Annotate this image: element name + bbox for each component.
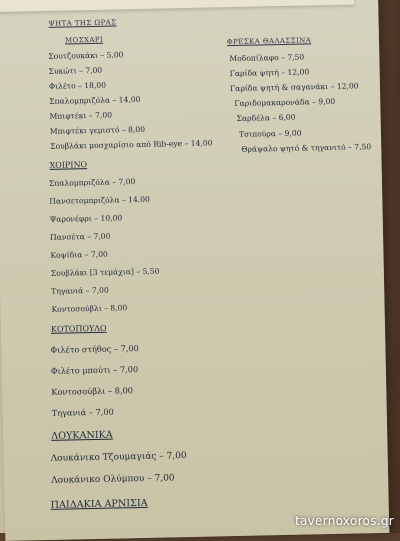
sausages-heading: ΛΟΥΚΑΝΙΚΑ — [51, 429, 113, 442]
pork-item: Ψαρονέφρι – 10,00 — [49, 213, 123, 224]
beef-item: Μπιφτέκι – 7,00 — [49, 110, 113, 121]
grill-heading: ΨΗΤΑ ΤΗΣ ΩΡΑΣ — [48, 18, 117, 28]
chicken-item: Κοντοσούβλι – 8,00 — [51, 385, 134, 397]
fish-heading: ΦΡΕΣΚΑ ΘΑΛΑΣΣΙΝΑ — [226, 36, 312, 47]
beef-item: Σουτζουκάκι – 5,00 — [48, 50, 124, 61]
site-watermark: tavernoxoros.gr — [294, 514, 394, 528]
pork-item: Τηγανιά – 7,00 — [51, 285, 109, 296]
chicken-item: Φιλέτο στήθος – 7,00 — [50, 343, 139, 355]
chicken-item: Φιλέτο μπούτι – 7,00 — [50, 364, 139, 376]
fish-item: Γαρίδα ψητή & σαγανάκι – 12,00 — [229, 81, 359, 94]
pork-heading: ΧΟΙΡΙΝΟ — [49, 160, 88, 170]
beef-item: Συκώτι – 7,00 — [48, 65, 103, 76]
beef-item: Σπαλομπριζόλα – 14,00 — [49, 94, 141, 106]
pork-item: Κοντοσούβλι – 8,00 — [51, 303, 128, 314]
fish-item: Σαρδέλα – 6,00 — [236, 112, 296, 123]
fish-item: Γαρίδα ψητή – 12,00 — [229, 67, 310, 79]
beef-item: Μπιφτέκι γεμιστό – 8,00 — [49, 124, 146, 136]
chicken-item: Τηγανιά – 7,00 — [51, 406, 114, 418]
fish-item: Γαριδομακαρονάδα – 9,00 — [234, 96, 336, 108]
beef-item: Φιλέτο – 18,00 — [48, 80, 107, 91]
fish-item: Τσιπούρα – 9,00 — [238, 128, 302, 139]
sausages-item: Λουκάνικο Τζουμαγιάς – 7,00 — [50, 451, 187, 464]
lamb-heading: ΠΑΙΔΑΚΙΑ ΑΡΝΙΣΙΑ — [50, 497, 148, 511]
pork-item: Κοψίδια – 7,00 — [50, 249, 108, 260]
fish-item: Θράψαλο ψητό & τηγανιτό – 7,50 — [241, 142, 372, 154]
beef-heading: ΜΟΣΧΑΡΙ — [64, 35, 104, 45]
pork-item: Σουβλάκι [3 τεμάχια] – 5,50 — [50, 266, 160, 278]
pork-item: Πανσέτα – 7,00 — [49, 231, 111, 242]
beef-item: Σουβλάκι μοσχαρίσιο από Rib-eye – 14,00 — [50, 138, 213, 151]
pork-item: Πανσετομπριζόλα – 14,00 — [49, 194, 151, 206]
fish-item: Μοδοπίλαφο – 7,50 — [229, 52, 305, 64]
chicken-heading: ΚΟΤΟΠΟΥΛΟ — [50, 323, 107, 334]
sausages-item: Λουκάνικο Ολύμπου – 7,00 — [51, 473, 175, 486]
pork-item: Σπαλομπριζόλα – 7,00 — [48, 177, 136, 188]
